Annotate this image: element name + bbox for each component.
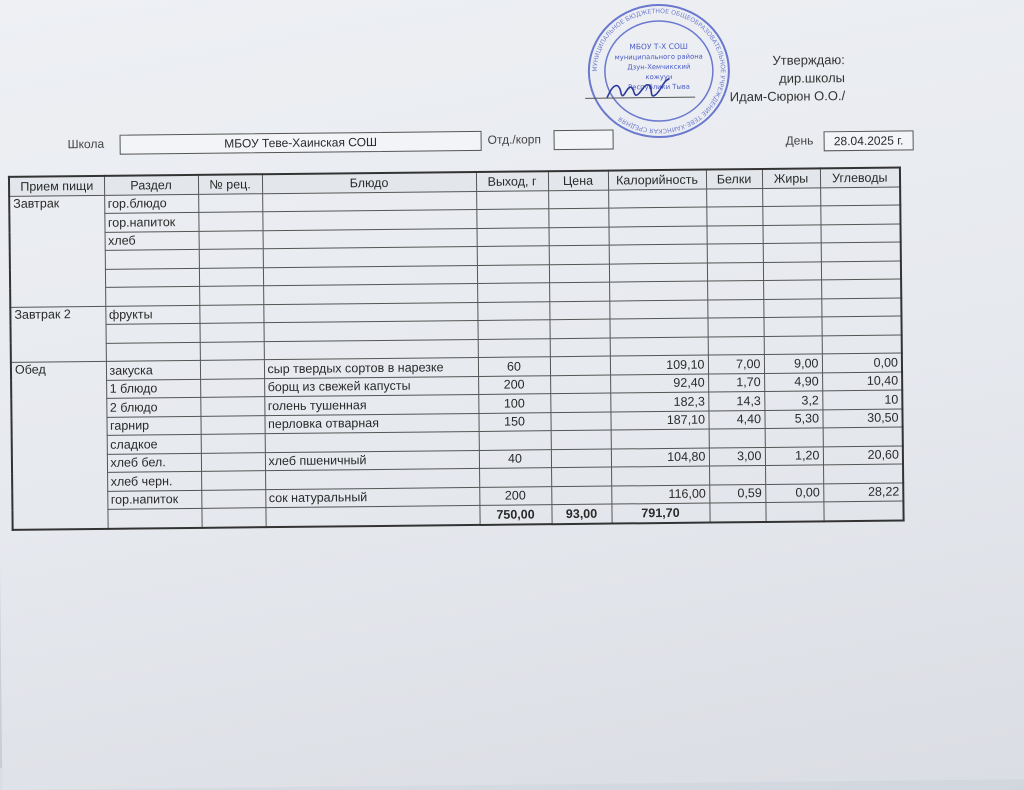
yield-cell xyxy=(476,190,548,209)
fat-cell xyxy=(763,243,821,262)
calories-cell: 104,80 xyxy=(611,448,709,468)
price-cell xyxy=(550,375,610,394)
dept-label: Отд./корп xyxy=(487,132,542,147)
section-cell xyxy=(105,249,199,268)
price-cell xyxy=(549,301,609,320)
calories-cell xyxy=(609,263,707,283)
protein-cell xyxy=(707,262,763,281)
yield-cell xyxy=(477,320,549,339)
dish-cell: сок натуральный xyxy=(265,487,479,508)
fat-cell: 3,2 xyxy=(764,391,822,410)
col-header: Выход, г xyxy=(476,171,548,191)
fat-cell xyxy=(765,465,823,484)
dish-cell xyxy=(263,302,477,323)
recipe-no-cell xyxy=(198,212,262,231)
carbs-cell xyxy=(823,427,903,446)
yield-cell: 200 xyxy=(479,486,551,505)
recipe-no-cell xyxy=(200,378,264,397)
yield-cell xyxy=(479,431,551,450)
protein-cell xyxy=(709,428,765,447)
fat-cell: 1,20 xyxy=(765,446,823,465)
yield-cell: 60 xyxy=(478,357,550,376)
recipe-no-cell xyxy=(200,323,264,342)
yield-cell xyxy=(477,227,549,246)
carbs-cell: 10 xyxy=(822,390,902,409)
col-header: Раздел xyxy=(104,175,198,195)
protein-cell: 7,00 xyxy=(708,354,764,373)
fat-cell: 9,00 xyxy=(764,354,822,373)
meal-cell: Обед xyxy=(11,361,108,529)
section-cell xyxy=(106,323,200,342)
day-label: День xyxy=(785,133,814,148)
section-cell: закуска xyxy=(106,360,200,379)
recipe-no-cell xyxy=(200,341,264,360)
calories-cell: 182,3 xyxy=(610,392,708,412)
price-cell xyxy=(550,338,610,357)
svg-text:МУНИЦИПАЛЬНОЕ БЮДЖЕТНОЕ ОБЩЕОБ: МУНИЦИПАЛЬНОЕ БЮДЖЕТНОЕ ОБЩЕОБРАЗОВАТЕЛЬНОЕ УЧРЕЖДЕНИЕ ТЕВЕ-ХАИНСКАЯ СРЕДНЯЯ xyxy=(591,7,726,135)
col-header: Прием пищи xyxy=(9,176,104,196)
price-cell xyxy=(548,208,608,227)
protein-cell: 4,40 xyxy=(708,410,764,429)
fat-cell xyxy=(763,280,821,299)
price-cell xyxy=(550,356,610,375)
dish-cell xyxy=(264,339,478,360)
col-header: Жиры xyxy=(762,168,820,188)
school-field: МБОУ Теве-Хаинская СОШ xyxy=(120,131,482,155)
carbs-cell: 28,22 xyxy=(823,483,903,502)
calories-cell: 109,10 xyxy=(610,355,708,375)
carbs-cell xyxy=(821,261,901,280)
yield-cell xyxy=(477,246,549,265)
col-header: Углеводы xyxy=(820,168,900,188)
calories-cell xyxy=(609,244,707,264)
protein-cell xyxy=(709,465,765,484)
dish-cell xyxy=(265,468,479,489)
price-cell xyxy=(549,227,609,246)
total-recipe-no-cell xyxy=(201,508,265,528)
price-cell xyxy=(550,393,610,412)
fat-cell xyxy=(762,206,820,225)
recipe-no-cell xyxy=(200,360,264,379)
dish-cell: перловка отварная xyxy=(264,413,478,434)
fat-cell: 4,90 xyxy=(764,372,822,391)
total-dish-cell xyxy=(265,505,479,526)
protein-cell xyxy=(707,317,763,336)
fat-cell xyxy=(764,335,822,354)
day-field: 28.04.2025 г. xyxy=(824,130,914,151)
recipe-no-cell xyxy=(201,489,265,508)
dish-cell xyxy=(263,228,477,249)
section-cell: гарнир xyxy=(106,416,200,435)
calories-cell: 187,10 xyxy=(610,411,708,431)
price-cell xyxy=(549,264,609,283)
carbs-cell: 30,50 xyxy=(822,409,902,428)
yield-cell xyxy=(477,301,549,320)
calories-cell xyxy=(610,337,708,357)
recipe-no-cell xyxy=(198,193,262,212)
calories-cell xyxy=(609,300,707,320)
dish-cell xyxy=(265,431,479,452)
fat-cell: 0,00 xyxy=(765,483,823,502)
dish-cell xyxy=(263,246,477,267)
carbs-cell xyxy=(821,298,901,317)
protein-cell xyxy=(707,243,763,262)
recipe-no-cell xyxy=(199,267,263,286)
carbs-cell: 10,40 xyxy=(822,372,902,391)
protein-cell xyxy=(707,280,763,299)
section-cell: хлеб черн. xyxy=(107,471,201,490)
calories-cell xyxy=(608,207,706,227)
stamp-text-4: кожуун xyxy=(645,72,673,82)
col-header: Цена xyxy=(548,171,608,191)
dish-cell xyxy=(263,283,477,304)
approval-line-3: Идам-Сюрюн О.О./ xyxy=(729,88,846,105)
section-cell xyxy=(105,268,199,287)
dish-cell xyxy=(262,209,476,230)
protein-cell xyxy=(706,188,762,207)
price-cell xyxy=(551,467,611,486)
col-header: Блюдо xyxy=(262,172,476,193)
yield-cell xyxy=(479,468,551,487)
yield-cell xyxy=(477,283,549,302)
recipe-no-cell xyxy=(201,434,265,453)
approval-block xyxy=(695,51,846,107)
yield-cell: 200 xyxy=(478,375,550,394)
fat-cell xyxy=(763,298,821,317)
protein-cell: 1,70 xyxy=(708,373,764,392)
protein-cell xyxy=(706,206,762,225)
recipe-no-cell xyxy=(199,286,263,305)
calories-cell: 92,40 xyxy=(610,374,708,394)
price-cell xyxy=(551,486,611,505)
carbs-cell xyxy=(822,335,902,354)
calories-cell xyxy=(611,466,709,486)
calories-cell xyxy=(611,429,709,449)
recipe-no-cell xyxy=(201,452,265,471)
protein-cell xyxy=(707,299,763,318)
section-cell: гор.напиток xyxy=(107,490,201,509)
section-cell xyxy=(105,286,199,305)
dish-cell: голень тушенная xyxy=(264,394,478,415)
yield-cell xyxy=(477,264,549,283)
price-cell xyxy=(551,449,611,468)
dish-cell xyxy=(262,191,476,212)
carbs-cell xyxy=(821,242,901,261)
stamp-text-5: Республики Тыва xyxy=(628,82,690,92)
total-section-cell xyxy=(107,508,201,528)
fat-cell xyxy=(762,187,820,206)
calories-cell xyxy=(609,318,707,338)
price-cell xyxy=(549,245,609,264)
fat-cell xyxy=(763,261,821,280)
carbs-cell xyxy=(821,316,901,335)
section-cell: 2 блюдо xyxy=(106,397,200,416)
stamp-text-1: МБОУ Т-Х СОШ xyxy=(629,41,688,52)
calories-cell: 116,00 xyxy=(611,485,709,505)
calories-cell xyxy=(609,226,707,246)
yield-cell xyxy=(476,209,548,228)
section-cell: сладкое xyxy=(107,434,201,453)
total-yield-cell: 750,00 xyxy=(479,505,551,525)
yield-cell: 100 xyxy=(478,394,550,413)
yield-cell: 40 xyxy=(479,449,551,468)
protein-cell xyxy=(708,336,764,355)
section-cell: гор.напиток xyxy=(104,212,198,231)
dept-field xyxy=(553,130,613,151)
dish-cell: сыр твердых сортов в нарезке xyxy=(264,357,478,378)
recipe-no-cell xyxy=(199,249,263,268)
total-fat-cell xyxy=(765,502,823,522)
carbs-cell xyxy=(820,187,900,206)
carbs-cell xyxy=(821,279,901,298)
approval-line-2: дир.школы xyxy=(779,70,846,86)
recipe-no-cell xyxy=(200,397,264,416)
carbs-cell xyxy=(820,205,900,224)
total-price-cell: 93,00 xyxy=(551,504,611,524)
stamp-text-2: муниципального района xyxy=(614,52,703,62)
section-cell: фрукты xyxy=(105,305,199,324)
protein-cell: 3,00 xyxy=(709,447,765,466)
price-cell xyxy=(551,430,611,449)
col-header: Калорийность xyxy=(608,170,706,190)
section-cell: 1 блюдо xyxy=(106,379,200,398)
dish-cell: борщ из свежей капусты xyxy=(264,376,478,397)
meal-cell: Завтрак 2 xyxy=(10,306,106,362)
stamp-text-3: Дзун-Хемчикский xyxy=(627,62,691,72)
menu-table xyxy=(8,167,905,531)
menu-table-body xyxy=(9,187,903,530)
total-calories-cell: 791,70 xyxy=(611,503,709,523)
yield-cell: 150 xyxy=(478,412,550,431)
carbs-cell xyxy=(820,224,900,243)
section-cell xyxy=(106,342,200,361)
recipe-no-cell xyxy=(199,230,263,249)
approval-line-1: Утверждаю: xyxy=(772,52,845,68)
recipe-no-cell xyxy=(200,415,264,434)
fat-cell xyxy=(765,428,823,447)
price-cell xyxy=(549,282,609,301)
director-signature xyxy=(603,72,673,106)
recipe-no-cell xyxy=(199,304,263,323)
section-cell: хлеб бел. xyxy=(107,453,201,472)
price-cell xyxy=(550,412,610,431)
dish-cell xyxy=(263,265,477,286)
fat-cell xyxy=(763,224,821,243)
total-protein-cell xyxy=(709,502,765,522)
carbs-cell xyxy=(823,464,903,483)
total-carbs-cell xyxy=(823,501,903,521)
section-cell: гор.блюдо xyxy=(104,194,198,213)
yield-cell xyxy=(478,338,550,357)
calories-cell xyxy=(609,281,707,301)
carbs-cell: 20,60 xyxy=(823,446,903,465)
section-cell: хлеб xyxy=(105,231,199,250)
dish-cell: хлеб пшеничный xyxy=(265,450,479,471)
protein-cell xyxy=(707,225,763,244)
fat-cell: 5,30 xyxy=(764,409,822,428)
col-header: № рец. xyxy=(198,174,262,194)
school-label: Школа xyxy=(67,136,105,152)
fat-cell xyxy=(763,317,821,336)
calories-cell xyxy=(608,189,706,209)
protein-cell: 0,59 xyxy=(709,484,765,503)
recipe-no-cell xyxy=(201,471,265,490)
price-cell xyxy=(548,190,608,209)
carbs-cell: 0,00 xyxy=(822,353,902,372)
dish-cell xyxy=(263,320,477,341)
protein-cell: 14,3 xyxy=(708,391,764,410)
price-cell xyxy=(549,319,609,338)
meal-cell: Завтрак xyxy=(9,195,105,307)
col-header: Белки xyxy=(706,169,762,189)
